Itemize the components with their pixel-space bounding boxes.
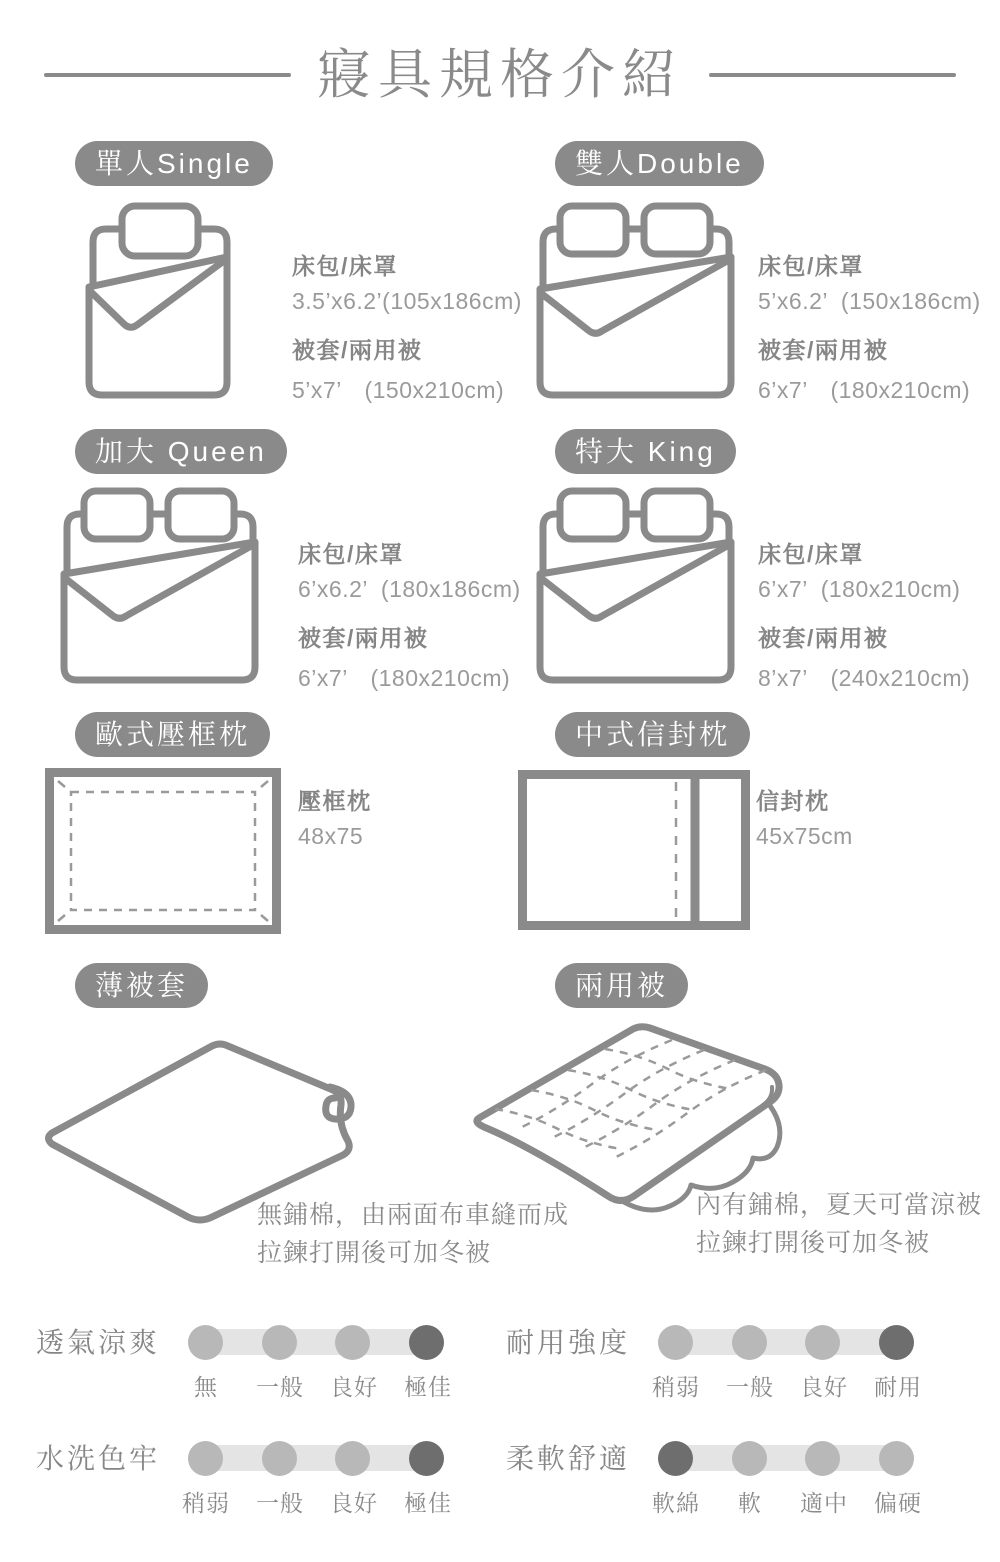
rating-tick: 一般 xyxy=(256,1374,304,1400)
pill-thin-quilt: 薄被套 xyxy=(75,963,208,1008)
page-title: 寢具規格介紹 xyxy=(317,45,683,105)
rating-track xyxy=(658,1445,914,1471)
pill-queen: 加大 Queen xyxy=(75,429,287,474)
queen-bed-icon xyxy=(60,487,260,685)
rating-tick: 極佳 xyxy=(404,1490,452,1516)
spec-name: 床包/床罩 xyxy=(298,541,404,567)
rating-dot xyxy=(262,1325,297,1360)
spec-size: 6’x7’ (180x210cm) xyxy=(758,377,971,403)
spec-size: 8’x7’ (240x210cm) xyxy=(758,665,971,691)
rating-dot xyxy=(335,1441,370,1476)
rating-dot xyxy=(879,1441,914,1476)
rating-track xyxy=(658,1329,914,1355)
rating-tick: 耐用 xyxy=(874,1374,922,1400)
frame-pillow-spec xyxy=(298,783,372,867)
spec-size: 48x75 xyxy=(298,823,364,849)
spec-name: 被套/兩用被 xyxy=(758,337,889,363)
rating-ticks xyxy=(639,1485,935,1518)
envelope-pillow-icon xyxy=(518,770,750,930)
thin-quilt-caption xyxy=(257,1196,569,1272)
spec-size: 5’x7’ (150x210cm) xyxy=(292,377,505,403)
caption-line: 內有鋪棉，夏天可當涼被 xyxy=(696,1191,983,1219)
spec-size: 6’x6.2’ (180x186cm) xyxy=(298,576,521,602)
rating-dot xyxy=(732,1441,767,1476)
spec-name: 信封枕 xyxy=(756,788,830,814)
rating-colorfastness xyxy=(36,1442,465,1518)
rating-tick: 稍弱 xyxy=(652,1374,700,1400)
single-spec xyxy=(292,248,522,422)
rating-label: 耐用強度 xyxy=(506,1327,631,1358)
queen-spec xyxy=(298,536,521,710)
rating-durability xyxy=(506,1326,935,1402)
rating-scale xyxy=(652,1442,935,1518)
double-spec xyxy=(758,248,981,422)
rating-dot xyxy=(262,1441,297,1476)
king-bed-icon xyxy=(536,487,736,685)
rating-dot xyxy=(879,1325,914,1360)
frame-pillow-icon xyxy=(45,768,281,934)
spec-size: 3.5’x6.2’(105x186cm) xyxy=(292,288,522,314)
rating-track xyxy=(188,1445,444,1471)
pill-king: 特大 King xyxy=(555,429,736,474)
rating-dot xyxy=(732,1325,767,1360)
rating-tick: 適中 xyxy=(800,1490,848,1516)
rating-tick: 稍弱 xyxy=(182,1490,230,1516)
rating-scale xyxy=(188,1326,465,1402)
rating-tick: 軟 xyxy=(738,1490,762,1516)
rating-dot xyxy=(409,1325,444,1360)
spec-name: 床包/床罩 xyxy=(758,541,864,567)
spec-name: 壓框枕 xyxy=(298,788,372,814)
pill-double: 雙人Double xyxy=(555,141,764,186)
rating-label: 柔軟舒適 xyxy=(506,1443,631,1474)
rating-tick: 良好 xyxy=(330,1490,378,1516)
rating-dot xyxy=(658,1441,693,1476)
spec-size: 45x75cm xyxy=(756,823,853,849)
rating-dot xyxy=(658,1325,693,1360)
title-rule-left xyxy=(44,73,291,77)
spec-name: 被套/兩用被 xyxy=(758,625,889,651)
rating-tick: 無 xyxy=(194,1374,218,1400)
pill-euro-pillow: 歐式壓框枕 xyxy=(75,712,270,757)
caption-line: 無鋪棉，由兩面布車縫而成 xyxy=(257,1201,570,1229)
rating-dot xyxy=(188,1325,223,1360)
title-rule-right xyxy=(709,73,956,77)
rating-ticks xyxy=(169,1369,465,1402)
rating-label: 透氣涼爽 xyxy=(36,1327,161,1358)
spec-name: 床包/床罩 xyxy=(292,253,398,279)
rating-dot xyxy=(805,1325,840,1360)
spec-size: 6’x7’ (180x210cm) xyxy=(758,576,961,602)
rating-dot xyxy=(335,1325,370,1360)
rating-ticks xyxy=(169,1485,465,1518)
rating-softness xyxy=(506,1442,935,1518)
rating-tick: 良好 xyxy=(800,1374,848,1400)
caption-line: 拉鍊打開後可加冬被 xyxy=(257,1239,492,1267)
header xyxy=(0,44,1000,106)
spec-size: 6’x7’ (180x210cm) xyxy=(298,665,511,691)
double-bed-icon xyxy=(536,202,736,400)
spec-name: 被套/兩用被 xyxy=(292,337,423,363)
rating-scale xyxy=(182,1442,465,1518)
rating-tick: 一般 xyxy=(256,1490,304,1516)
caption-line: 拉鍊打開後可加冬被 xyxy=(696,1229,931,1257)
envelope-pillow-spec xyxy=(756,783,853,867)
rating-tick: 良好 xyxy=(330,1374,378,1400)
rating-breathability xyxy=(36,1326,465,1402)
rating-tick: 偏硬 xyxy=(874,1490,922,1516)
king-spec xyxy=(758,536,970,710)
dual-quilt-caption xyxy=(696,1186,982,1262)
spec-size: 5’x6.2’ (150x186cm) xyxy=(758,288,981,314)
rating-dot xyxy=(409,1441,444,1476)
rating-dot xyxy=(188,1441,223,1476)
single-bed-icon xyxy=(86,202,234,400)
rating-tick: 軟綿 xyxy=(652,1490,700,1516)
pill-envelope-pillow: 中式信封枕 xyxy=(555,712,750,757)
spec-name: 床包/床罩 xyxy=(758,253,864,279)
rating-ticks xyxy=(639,1369,935,1402)
spec-name: 被套/兩用被 xyxy=(298,625,429,651)
rating-scale xyxy=(652,1326,935,1402)
rating-track xyxy=(188,1329,444,1355)
pill-dual-quilt: 兩用被 xyxy=(555,963,688,1008)
rating-tick: 一般 xyxy=(726,1374,774,1400)
rating-tick: 極佳 xyxy=(404,1374,452,1400)
rating-label: 水洗色牢 xyxy=(36,1443,161,1474)
rating-dot xyxy=(805,1441,840,1476)
pill-single: 單人Single xyxy=(75,141,273,186)
